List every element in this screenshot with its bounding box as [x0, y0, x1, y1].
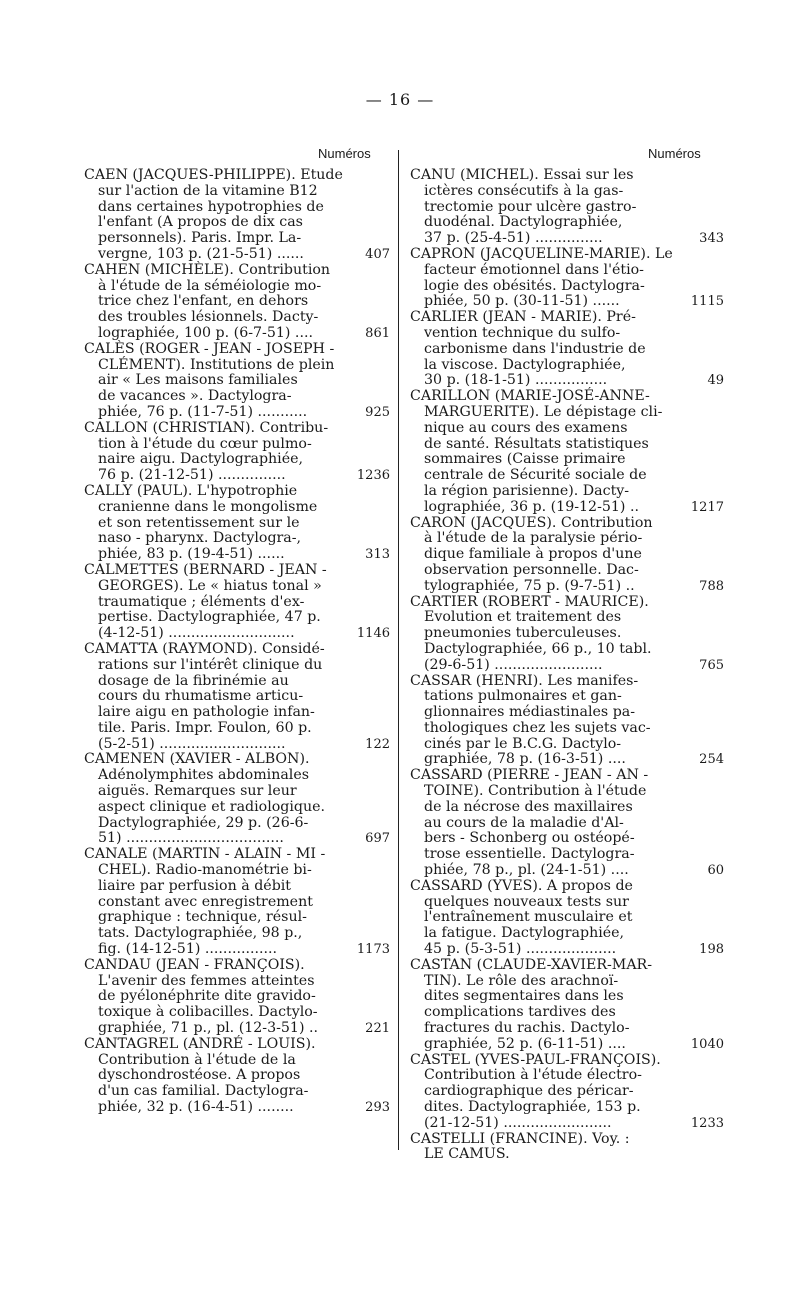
bibliography-entry [84, 1037, 390, 1116]
bibliography-entry [410, 593, 724, 674]
entry-line: L'avenir des femmes atteintes [98, 972, 315, 989]
entry-line: vergne, 103 p. (21-5-51) ...... [98, 245, 304, 262]
entry-line: GEORGES). Le « hiatus tonal » [98, 577, 322, 594]
entry-line: naire aigu. Dactylographiée, [98, 451, 304, 468]
entry-line: laire aigu en pathologie infan- [98, 704, 315, 721]
entry-line: tion à l'étude du cœur pulmo- [98, 435, 312, 452]
bibliography-entry [84, 958, 390, 1037]
entry-line: (21-12-51) ........................ [424, 1114, 612, 1131]
entry-line: CALLY (PAUL). L'hypotrophie [84, 482, 298, 499]
entry-line: à l'étude de la paralysie pério- [424, 530, 643, 547]
entry-line: cours du rhumatisme articu- [98, 688, 304, 705]
entry-line: graphiée, 78 p. (16-3-51) .... [424, 751, 626, 768]
entry-number: 925 [365, 404, 390, 420]
entry-line: graphique : technique, résul- [98, 909, 307, 926]
entry-line: liaire par perfusion à débit [98, 877, 292, 894]
entry-line: lographiée, 36 p. (19-12-51) .. [424, 498, 639, 515]
entry-line: CASSAR (HENRI). Les manifes- [410, 672, 639, 689]
entry-line: ictères consécutifs à la gas- [424, 182, 624, 199]
entry-line: MARGUERITE). Le dépistage cli- [424, 403, 663, 420]
entry-line: phiée, 78 p., pl. (24-1-51) .... [424, 862, 629, 879]
page-number: — 16 — [365, 90, 435, 109]
entry-line: CHEL). Radio-manométrie bi- [98, 862, 312, 879]
entry-line: la région parisienne). Dacty- [424, 482, 630, 499]
entry-line: CASTAN (CLAUDE-XAVIER-MAR- [410, 956, 653, 973]
column-header-left: Numéros [318, 146, 371, 161]
entry-line: logie des obésités. Dactylogra- [424, 277, 645, 294]
entry-line: dique familiale à propos d'une [424, 546, 642, 563]
entry-line: Evolution et traitement des [424, 609, 622, 626]
entry-line: tations pulmonaires et gan- [424, 688, 622, 705]
entry-number: 221 [365, 1021, 390, 1037]
entry-line: facteur émotionnel dans l'étio- [424, 261, 644, 278]
entry-line: (29-6-51) ........................ [424, 656, 603, 673]
bibliography-entry [84, 563, 390, 642]
entry-line: 76 p. (21-12-51) ............... [98, 467, 286, 484]
entry-line: à l'étude de la séméiologie mo- [98, 277, 322, 294]
entry-line: CALLON (CHRISTIAN). Contribu- [84, 419, 329, 436]
entry-line: 37 p. (25-4-51) ............... [424, 230, 603, 247]
entry-line: (4-12-51) ............................ [98, 625, 295, 642]
entry-line: CAHEN (MICHÈLE). Contribution [84, 261, 331, 278]
bibliography-entry [410, 245, 724, 310]
entry-line: la viscose. Dactylographiée, [424, 356, 626, 373]
entry-line: sommaires (Caisse primaire [424, 451, 626, 468]
bibliography-entry [84, 752, 390, 847]
entry-line: Contribution à l'étude électro- [424, 1067, 642, 1084]
bibliography-entry [410, 956, 724, 1053]
entry-line: constant avec enregistrement [98, 893, 313, 910]
entry-line: CANDAU (JEAN - FRANÇOIS). [84, 956, 305, 973]
entry-line: dites segmentaires dans les [424, 988, 624, 1005]
entry-line: tile. Paris. Impr. Foulon, 60 p. [98, 719, 312, 736]
entry-line: 30 p. (18-1-51) ................ [424, 372, 608, 389]
entry-line: CANALE (MARTIN - ALAIN - MI - [84, 846, 326, 863]
entry-line: pneumonies tuberculeuses. [424, 625, 622, 642]
entry-line: quelques nouveaux tests sur [424, 893, 629, 910]
bibliography-entry [84, 342, 390, 421]
entry-line: CLÉMENT). Institutions de plein [98, 356, 335, 373]
entry-line: CANU (MICHEL). Essai sur les [410, 167, 634, 183]
bibliography-entry [84, 847, 390, 958]
entry-line: rations sur l'intérêt clinique du [98, 656, 323, 673]
bibliography-entry [410, 1132, 712, 1164]
entry-line: fractures du rachis. Dactylo- [424, 1020, 630, 1037]
entry-number: 1217 [690, 499, 724, 515]
entry-line: vention technique du sulfo- [424, 324, 621, 341]
entry-number: 1173 [356, 942, 390, 958]
entry-line: CAEN (JACQUES-PHILIPPE). Etude [84, 167, 343, 183]
entry-line: Dactylographiée, 29 p. (26-6- [98, 814, 309, 831]
entry-number: 293 [365, 1100, 390, 1116]
entry-line: dyschondrostéose. A propos [98, 1067, 301, 1084]
entry-number: 697 [365, 831, 390, 847]
entry-line: bers - Schonberg ou ostéopé- [424, 830, 635, 847]
bibliography-entry [410, 309, 724, 389]
entry-line: centrale de Sécurité sociale de [424, 467, 647, 484]
entry-line: TOINE). Contribution à l'étude [424, 783, 647, 800]
entry-line: personnels). Paris. Impr. La- [98, 230, 302, 247]
entry-number: 1115 [690, 294, 724, 310]
entry-number: 1040 [690, 1036, 724, 1052]
entry-line: graphiée, 71 p., pl. (12-3-51) .. [98, 1020, 319, 1037]
entry-line: duodénal. Dactylographiée, [424, 214, 623, 231]
entry-line: Adénolymphites abdominales [98, 767, 310, 784]
entry-line: CARON (JACQUES). Contribution [410, 514, 653, 531]
bibliography-entry [84, 168, 390, 263]
entry-number: 407 [365, 246, 390, 262]
entry-line: lographiée, 100 p. (6-7-51) .... [98, 324, 313, 341]
entry-line: observation personnelle. Dac- [424, 561, 639, 578]
right-column [410, 167, 724, 1163]
entry-line: thologiques chez les sujets vac- [424, 719, 651, 736]
entry-line: de santé. Résultats statistiques [424, 435, 649, 452]
entry-line: trectomie pour ulcère gastro- [424, 198, 637, 215]
entry-line: CAMATTA (RAYMOND). Considé- [84, 640, 325, 657]
entry-line: toxique à colibacilles. Dactylo- [98, 1004, 318, 1021]
column-divider [398, 150, 399, 1150]
entry-line: l'entraînement musculaire et [424, 909, 633, 926]
entry-line: glionnaires médiastinales pa- [424, 704, 636, 721]
entry-line: aspect clinique et radiologique. [98, 798, 326, 815]
bibliography-entry [410, 167, 724, 247]
entry-line: d'un cas familial. Dactylogra- [98, 1083, 309, 1100]
entry-number: 343 [699, 231, 724, 247]
entry-line: CARLIER (JEAN - MARIE). Pré- [410, 309, 636, 326]
entry-line: air « Les maisons familiales [98, 372, 298, 389]
entry-line: (5-2-51) ............................ [98, 735, 286, 752]
entry-line: CASSARD (PIERRE - JEAN - AN - [410, 767, 649, 784]
entry-line: dans certaines hypotrophies de [98, 198, 324, 215]
entry-number: 254 [699, 752, 724, 768]
bibliography-entry [84, 484, 390, 563]
bibliography-entry [410, 388, 724, 515]
entry-line: complications tardives des [424, 1004, 616, 1021]
entry-number: 765 [699, 657, 724, 673]
entry-line: CAMENEN (XAVIER - ALBON). [84, 751, 310, 768]
entry-line: CALMETTES (BERNARD - JEAN - [84, 561, 327, 578]
entry-line: sur l'action de la vitamine B12 [98, 182, 318, 199]
entry-line: phiée, 76 p. (11-7-51) ........... [98, 403, 308, 420]
entry-line: fig. (14-12-51) ................ [98, 941, 278, 958]
entry-line: cardiographique des péricar- [424, 1083, 634, 1100]
entry-line: et son retentissement sur le [98, 514, 300, 531]
entry-line: des troubles lésionnels. Dacty- [98, 309, 319, 326]
entry-line: trose essentielle. Dactylogra- [424, 846, 635, 863]
entry-line: de pyélonéphrite dite gravido- [98, 988, 316, 1005]
entry-line: CAPRON (JACQUELINE-MARIE). Le [410, 245, 673, 262]
entry-line: cranienne dans le mongolisme [98, 498, 318, 515]
entry-line: trice chez l'enfant, en dehors [98, 293, 309, 310]
entry-line: carbonisme dans l'industrie de [424, 340, 646, 357]
entry-line: phiée, 83 p. (19-4-51) ...... [98, 546, 285, 563]
bibliography-entry [410, 672, 724, 769]
column-header-right: Numéros [648, 146, 701, 161]
entry-line: aiguës. Remarques sur leur [98, 783, 297, 800]
left-column [84, 168, 390, 1116]
entry-line: au cours de la maladie d'Al- [424, 814, 624, 831]
entry-line: dites. Dactylographiée, 153 p. [424, 1099, 641, 1116]
entry-line: nique au cours des examens [424, 419, 628, 436]
bibliography-entry [84, 263, 390, 342]
entry-number: 861 [365, 325, 390, 341]
entry-line: naso - pharynx. Dactylogra-, [98, 530, 302, 547]
entry-line: phiée, 32 p. (16-4-51) ........ [98, 1099, 294, 1116]
entry-number: 60 [707, 863, 724, 879]
entry-line: Dactylographiée, 66 p., 10 tabl. [424, 640, 652, 657]
entry-line: tats. Dactylographiée, 98 p., [98, 925, 303, 942]
entry-line: la fatigue. Dactylographiée, [424, 925, 625, 942]
entry-line: CASTELLI (FRANCINE). Voy. : [410, 1130, 630, 1147]
entry-line: CASSARD (YVES). A propos de [410, 877, 633, 894]
bibliography-entry [410, 767, 724, 879]
entry-line: CARTIER (ROBERT - MAURICE). [410, 593, 649, 610]
entry-line: LE CAMUS. [424, 1146, 510, 1163]
entry-line: TIN). Le rôle des arachnoï- [424, 972, 619, 989]
entry-line: pertise. Dactylographiée, 47 p. [98, 609, 321, 626]
entry-line: CASTEL (YVES-PAUL-FRANÇOIS). [410, 1051, 661, 1068]
entry-number: 1146 [356, 626, 390, 642]
entry-line: phiée, 50 p. (30-11-51) ...... [424, 293, 620, 310]
entry-line: cinés par le B.C.G. Dactylo- [424, 735, 622, 752]
entry-line: graphiée, 52 p. (6-11-51) .... [424, 1035, 626, 1052]
entry-line: de la nécrose des maxillaires [424, 798, 633, 815]
entry-line: 51) ................................... [98, 830, 284, 847]
entry-line: tylographiée, 75 p. (9-7-51) .. [424, 577, 635, 594]
entry-number: 313 [365, 547, 390, 563]
entry-line: dosage de la fibrinémie au [98, 672, 289, 689]
bibliography-entry [410, 514, 724, 595]
entry-line: CARILLON (MARIE-JOSÉ-ANNE- [410, 388, 650, 405]
entry-line: traumatique ; éléments d'ex- [98, 593, 305, 610]
entry-number: 1233 [690, 1115, 724, 1131]
entry-line: CALÈS (ROGER - JEAN - JOSEPH - [84, 340, 335, 357]
entry-line: CANTAGREL (ANDRÉ - LOUIS). [84, 1035, 316, 1052]
entry-number: 49 [707, 373, 724, 389]
bibliography-entry [410, 877, 724, 958]
entry-line: 45 p. (5-3-51) .................... [424, 941, 617, 958]
entry-number: 198 [699, 942, 724, 958]
bibliography-entry [84, 642, 390, 753]
entry-number: 788 [699, 578, 724, 594]
entry-line: de vacances ». Dactylogra- [98, 388, 292, 405]
bibliography-entry [84, 421, 390, 484]
entry-line: l'enfant (A propos de dix cas [98, 214, 303, 231]
bibliography-entry [410, 1051, 724, 1132]
entry-number: 1236 [356, 468, 390, 484]
entry-number: 122 [365, 736, 390, 752]
entry-line: Contribution à l'étude de la [98, 1051, 296, 1068]
